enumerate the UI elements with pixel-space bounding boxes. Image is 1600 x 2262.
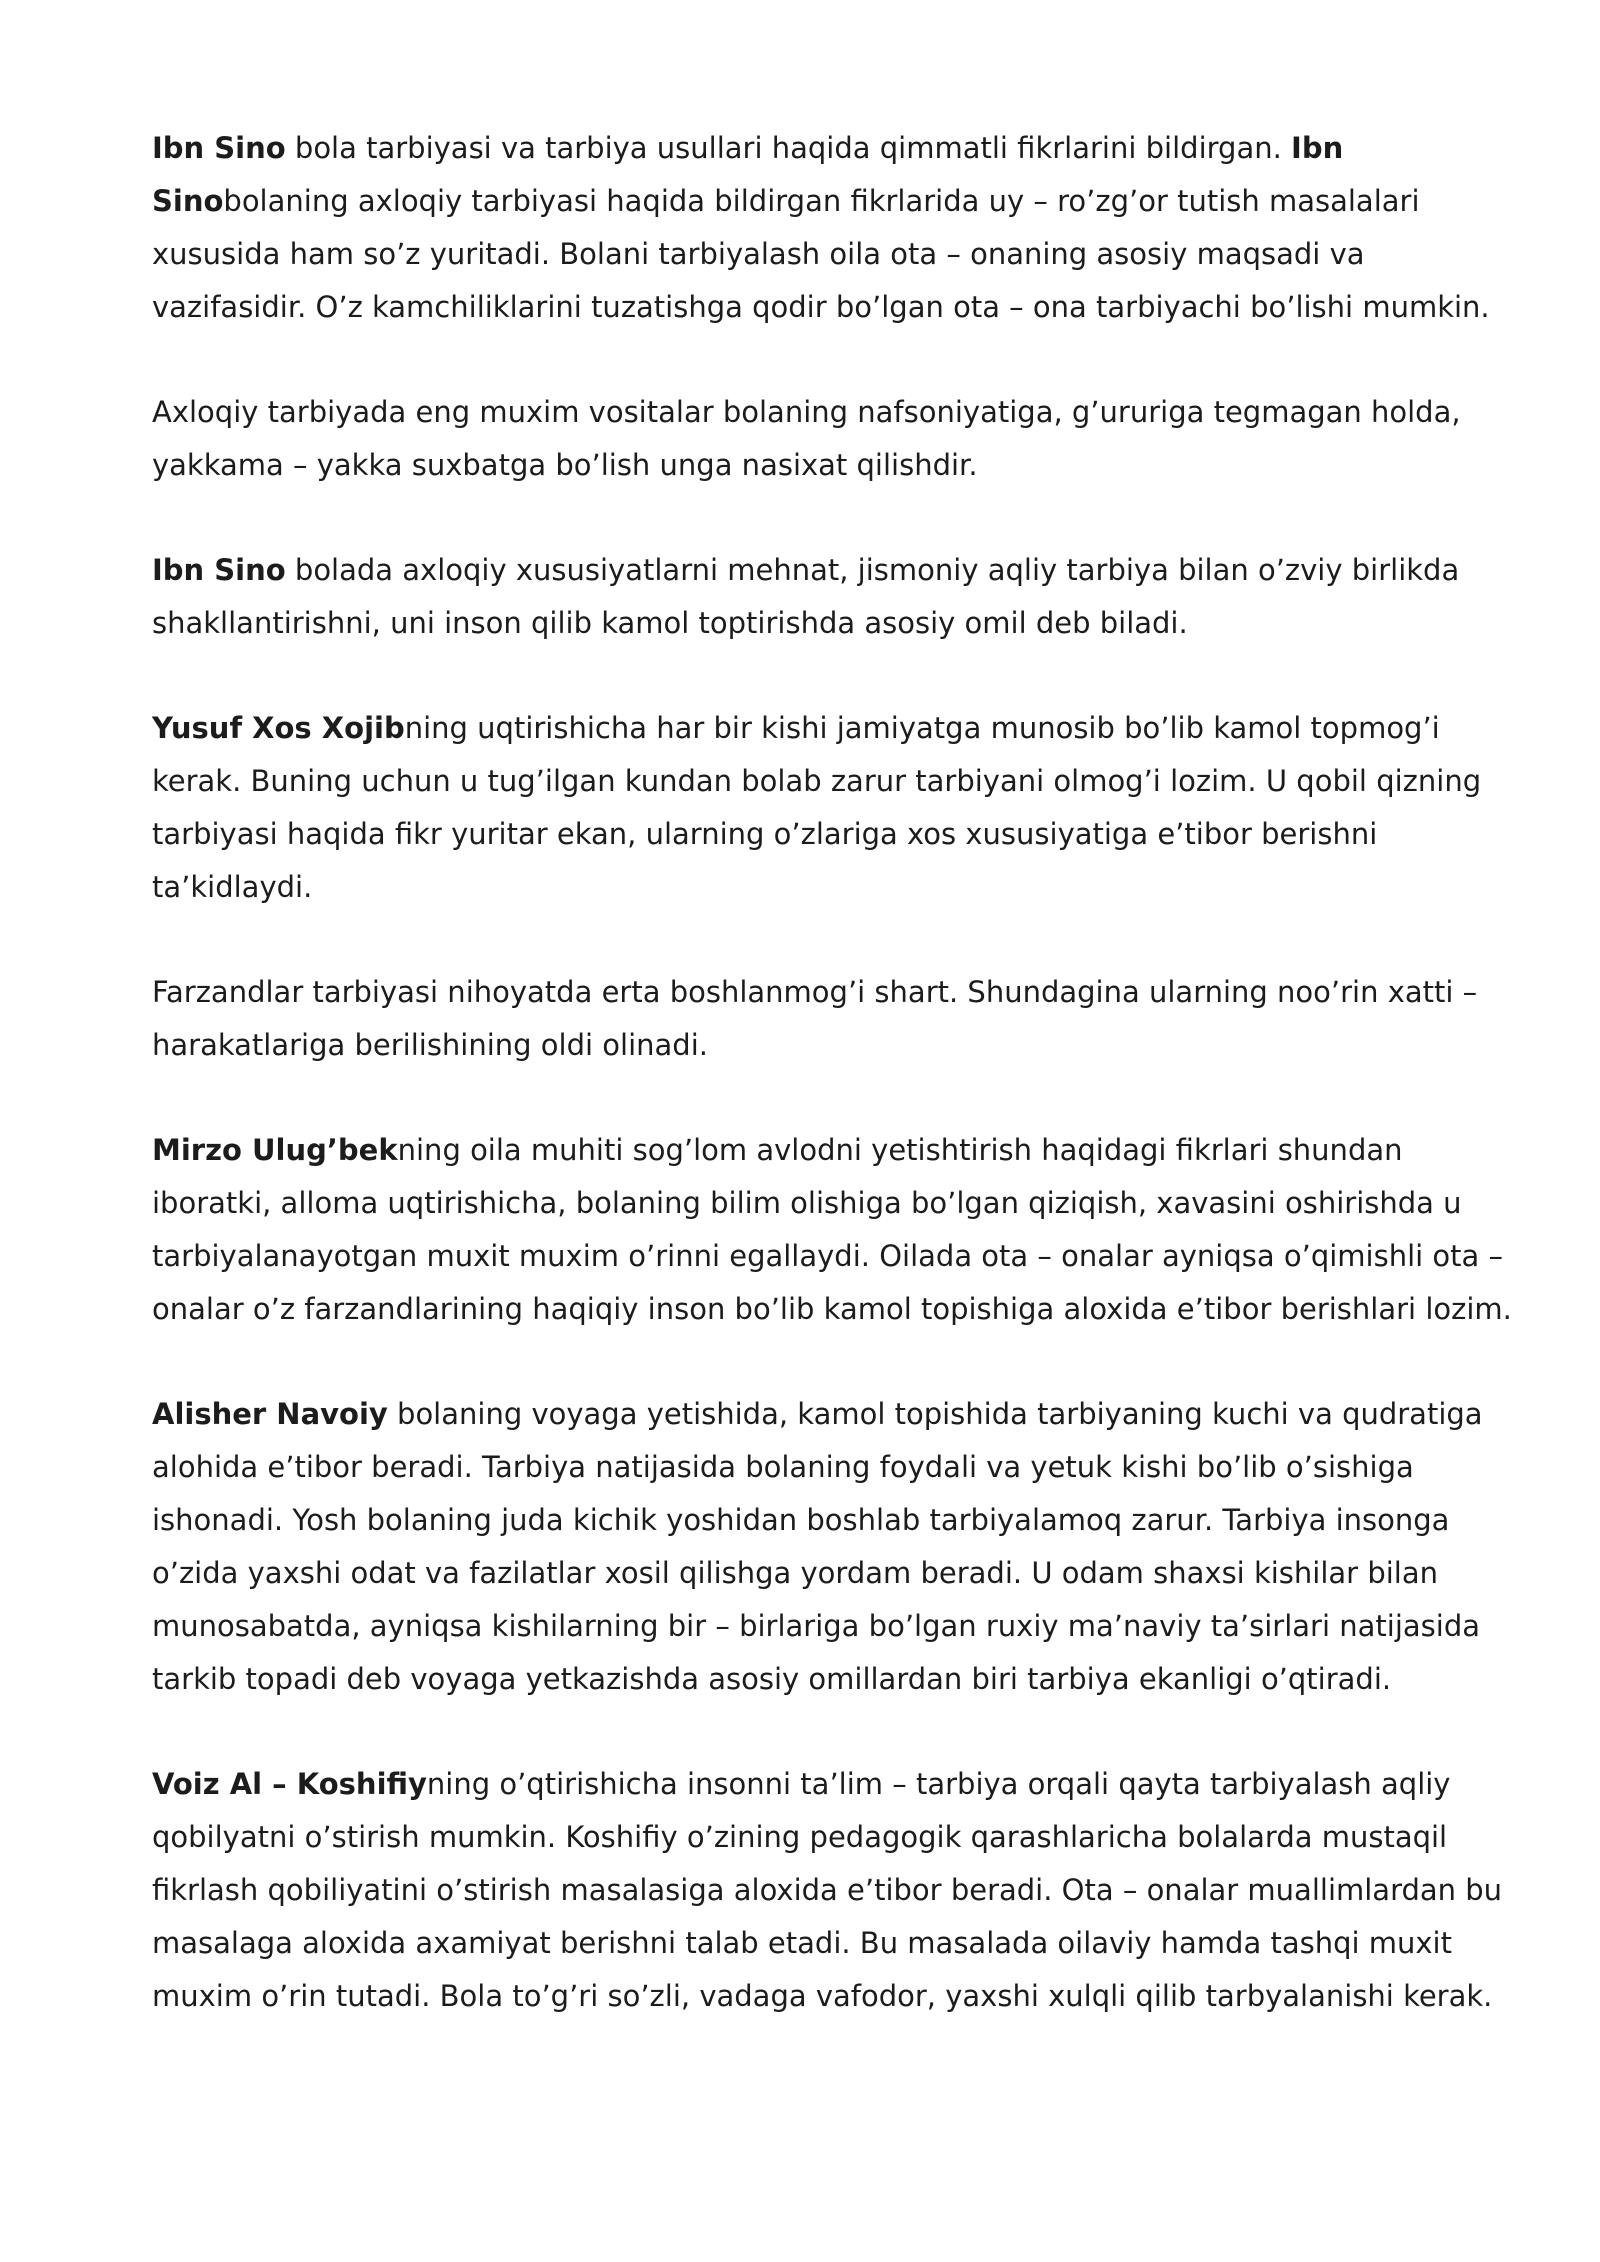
paragraph-text: bolaning axloqiy tarbiyasi haqida bildirgan fikrlarida uy – ro’zg’or tutish masalalari xususida ham so’z yuritadi. Bolani tarbiyalash oila ota – onaning asosiy maqsadi va vazifasidir. O’z kamchiliklarini tuzatishga qodir bo’lgan ota – ona tarbiyachi bo’lishi mumkin. <box>152 184 1490 324</box>
paragraph-voiz-al-koshifiy <box>152 1758 1512 2023</box>
paragraph-text: Axloqiy tarbiyada eng muxim vositalar bolaning nafsoniyatiga, g’ururiga tegmagan holda, yakkama – yakka suxbatga bo’lish unga nasixat qilishdir. <box>152 395 1461 482</box>
paragraph-ibn-sino-2 <box>152 544 1512 650</box>
paragraph-text: ning oila muhiti sog’lom avlodni yetishtirish haqidagi fikrlari shundan iboratki, alloma uqtirishicha, bolaning bilim olishiga bo’lgan qiziqish, xavasini oshirishda u tarbiyalanayotgan muxit muxim o’rinni egallaydi. Oilada ota – onalar ayniqsa o’qimishli ota – onalar o’z farzandlarining haqiqiy inson bo’lib kamol topishiga aloxida e’tibor berishlari lozim. <box>152 1133 1512 1326</box>
author-name: Mirzo Ulug’bek <box>152 1133 398 1167</box>
paragraph-text: bolaning voyaga yetishida, kamol topishida tarbiyaning kuchi va qudratiga alohida e’tibor beradi. Tarbiya natijasida bolaning foydali va yetuk kishi bo’lib o’sishiga ishonadi. Yosh bolaning juda kichik yoshidan boshlab tarbiyalamoq zarur. Tarbiya insonga o’zida yaxshi odat va fazilatlar xosil qilishga yordam beradi. U odam shaxsi kishilar bilan munosabatda, ayniqsa kishilarning bir – birlariga bo’lgan ruxiy ma’naviy ta’sirlari natijasida tarkib topadi deb voyaga yetkazishda asosiy omillardan biri tarbiya ekanligi o’qtiradi. <box>152 1397 1483 1696</box>
paragraph-yusuf-xos-xojib <box>152 702 1512 914</box>
author-name: Ibn Sino <box>152 131 286 165</box>
author-name: Alisher Navoiy <box>152 1397 388 1431</box>
author-name: Voiz Al – Koshifiy <box>152 1767 427 1801</box>
paragraph-text: bolada axloqiy xususiyatlarni mehnat, jismoniy aqliy tarbiya bilan o’zviy birlikda shakllantirishni, uni inson qilib kamol toptirishda asosiy omil deb biladi. <box>152 553 1460 640</box>
paragraph-mirzo-ulugbek <box>152 1124 1512 1336</box>
paragraph-text: ning o’qtirishicha insonni ta’lim – tarbiya orqali qayta tarbiyalash aqliy qobilyatni o’stirish mumkin. Koshifiy o’zining pedagogik qarashlaricha bolalarda mustaqil fikrlash qobiliyatini o’stirish masalasiga aloxida e’tibor beradi. Ota – onalar muallimlardan bu masalaga aloxida axamiyat berishni talab etadi. Bu masalada oilaviy hamda tashqi muxit muxim o’rin tutadi. Bola to’g’ri so’zli, vadaga vafodor, yaxshi xulqli qilib tarbyalanishi kerak. <box>152 1767 1503 2013</box>
paragraph-axloqiy-tarbiya <box>152 386 1512 492</box>
author-name: Ibn Sino <box>152 553 286 587</box>
paragraph-text: Farzandlar tarbiyasi nihoyatda erta boshlanmog’i shart. Shundagina ularning noo’rin xatti – harakatlariga berilishining oldi olinadi. <box>152 975 1478 1062</box>
author-name: Yusuf Xos Xojib <box>152 711 405 745</box>
paragraph-ibn-sino-1 <box>152 122 1512 334</box>
author-name: Ibn Sino <box>152 131 1344 218</box>
paragraph-alisher-navoiy <box>152 1388 1512 1706</box>
document-page <box>152 122 1512 2075</box>
paragraph-farzandlar-tarbiyasi <box>152 966 1512 1072</box>
paragraph-text: ning uqtirishicha har bir kishi jamiyatga munosib bo’lib kamol topmog’i kerak. Buning uchun u tug’ilgan kundan bolab zarur tarbiyani olmog’i lozim. U qobil qizning tarbiyasi haqida fikr yuritar ekan, ularning o’zlariga xos xususiyatiga e’tibor berishni ta’kidlaydi. <box>152 711 1482 904</box>
paragraph-text: bola tarbiyasi va tarbiya usullari haqida qimmatli fikrlarini bildirgan. <box>285 131 1292 165</box>
